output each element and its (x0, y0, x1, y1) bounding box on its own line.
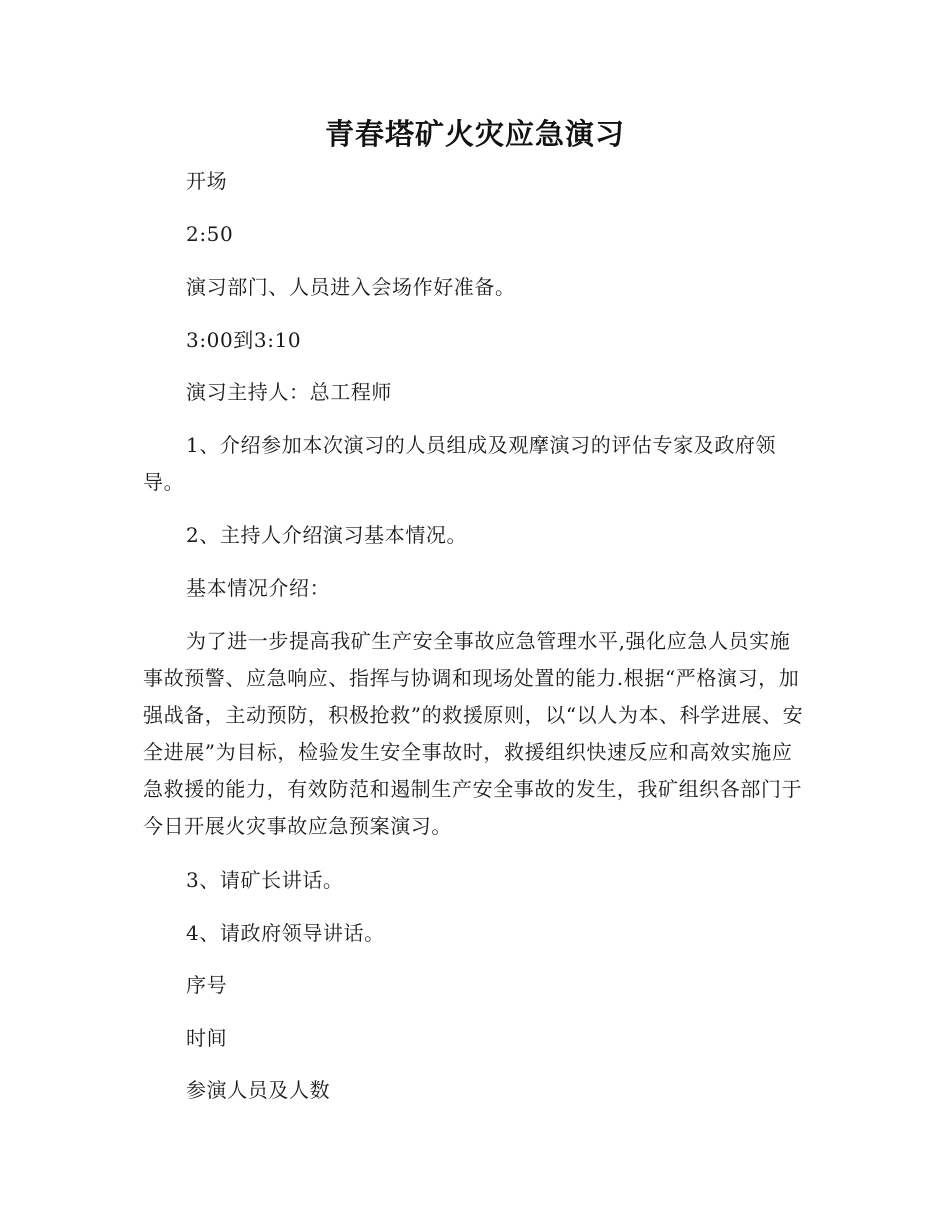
paragraph-item-1: 1、介绍参加本次演习的人员组成及观摩演习的评估专家及政府领导。 (143, 433, 777, 494)
document-title: 青春塔矿火灾应急演习 (324, 117, 625, 151)
paragraph-time-2: 3:00到3:10 (186, 328, 302, 352)
paragraph-item-2: 2、主持人介绍演习基本情况。 (186, 523, 468, 547)
paragraph-item-4: 4、请政府领导讲话。 (186, 921, 385, 945)
paragraph-serial-number: 序号 (186, 973, 228, 997)
paragraph-item-3: 3、请矿长讲话。 (186, 868, 344, 892)
paragraph-host: 演习主持人：总工程师 (186, 380, 392, 404)
paragraph-basic-intro-body: 为了进一步提高我矿生产安全事故应急管理水平,强化应急人员实施事故预警、应急响应、指挥与协调和现场处置的能力.根据“严格演习，加强战备，主动预防，积极抢救”的救援原则，以“以人为本、科学进展、安全进展”为目标，检验发生安全事故时，救援组织快速反应和高效实施应急救援的能力，有效防范和遏制生产安全事故的发生，我矿组织各部门于今日开展火灾事故应急预案演习。 (143, 629, 804, 838)
paragraph-opening: 开场 (186, 169, 228, 193)
paragraph-preparation: 演习部门、人员进入会场作好准备。 (186, 275, 516, 299)
paragraph-basic-intro-heading: 基本情况介绍： (186, 576, 331, 600)
paragraph-time-label: 时间 (186, 1026, 228, 1050)
paragraph-time-1: 2:50 (186, 222, 234, 246)
paragraph-participants: 参演人员及人数 (186, 1078, 331, 1102)
